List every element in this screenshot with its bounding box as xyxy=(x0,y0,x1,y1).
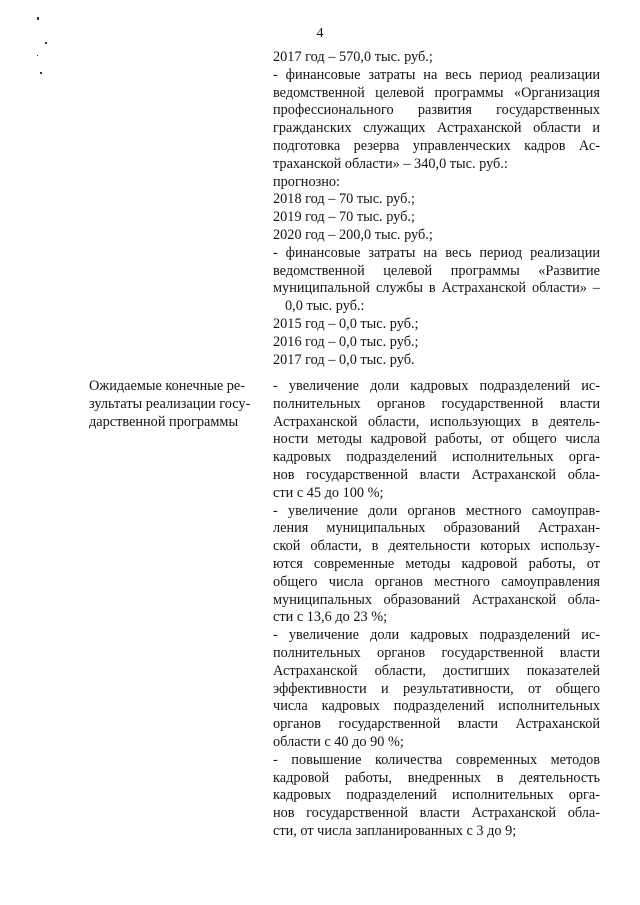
scan-speck xyxy=(37,55,38,56)
results-line: - увеличение доли органов местного самоуправ- xyxy=(273,502,600,519)
results-line: - повышение количества современных методов xyxy=(273,751,600,768)
financing-line: - финансовые затраты на весь период реализации xyxy=(273,66,600,83)
results-line: числа кадровых подразделений исполнительных xyxy=(273,698,600,715)
financing-line: профессионального развития государственных xyxy=(273,102,600,119)
results-line: кадровой работы, внедренных в деятельность xyxy=(273,769,600,786)
financing-line: траханской области» – 340,0 тыс. руб.: xyxy=(273,155,508,172)
financing-line: гражданских служащих Астраханской области и xyxy=(273,120,600,137)
results-line: Астраханской области, достигших показателей xyxy=(273,662,600,679)
results-line: нов государственной власти Астраханской обла- xyxy=(273,466,600,483)
page-number: 4 xyxy=(316,26,324,41)
results-line: сти, от числа запланированных с 3 до 9; xyxy=(273,822,517,839)
financing-line: муниципальной службы в Астраханской области» – xyxy=(273,280,600,297)
results-line: органов государственной власти Астраханской xyxy=(273,716,600,733)
results-line: полнительных органов государственной власти xyxy=(273,644,600,661)
scan-speck xyxy=(45,42,47,44)
results-line: области с 40 до 90 %; xyxy=(273,733,404,750)
financing-line: - финансовые затраты на весь период реализации xyxy=(273,244,600,261)
results-line: сти с 13,6 до 23 %; xyxy=(273,609,388,626)
results-line: ности методы кадровой работы, от общего числа xyxy=(273,431,600,448)
results-line: ской области, в деятельности которых использу- xyxy=(273,538,600,555)
results-line: нов государственной власти Астраханской обла- xyxy=(273,805,600,822)
financing-line: 2017 год – 0,0 тыс. руб. xyxy=(273,351,415,368)
scan-speck xyxy=(37,17,39,20)
financing-line: прогнозно: xyxy=(273,173,341,190)
results-line: эффективности и результативности, от общего xyxy=(273,680,600,697)
results-label xyxy=(89,378,261,431)
scan-speck xyxy=(40,72,42,74)
results-line: - увеличение доли кадровых подразделений ис- xyxy=(273,378,600,394)
results-line: сти с 45 до 100 %; xyxy=(273,484,384,501)
financing-line: 0,0 тыс. руб.: xyxy=(285,298,365,315)
results-line: муниципальных образований Астраханской обла- xyxy=(273,591,600,608)
financing-line: 2015 год – 0,0 тыс. руб.; xyxy=(273,315,419,332)
financing-line: 2020 год – 200,0 тыс. руб.; xyxy=(273,226,433,243)
results-label-line: Ожидаемые конечные ре- xyxy=(89,378,246,394)
results-label-line: дарственной программы xyxy=(89,413,239,430)
results-line: кадровых подразделений исполнительных орга- xyxy=(273,787,600,804)
results-label-line: зультаты реализации госу- xyxy=(89,395,251,412)
results-line: - увеличение доли кадровых подразделений ис- xyxy=(273,627,600,644)
financing-line: 2017 год – 570,0 тыс. руб.; xyxy=(273,49,433,65)
results-line: полнительных органов государственной власти xyxy=(273,395,600,412)
financing-line: ведомственной целевой программы «Организация xyxy=(273,84,600,101)
financing-line: подготовка резерва управленческих кадров Ас- xyxy=(273,137,600,154)
financing-block xyxy=(273,49,600,369)
results-line: кадровых подразделений исполнительных орга- xyxy=(273,449,600,466)
financing-line: 2018 год – 70 тыс. руб.; xyxy=(273,191,415,208)
results-line: общего числа органов местного самоуправления xyxy=(273,573,600,590)
financing-line: ведомственной целевой программы «Развитие xyxy=(273,262,600,279)
financing-line: 2016 год – 0,0 тыс. руб.; xyxy=(273,333,419,350)
results-line: Астраханской области, использующих в деятель- xyxy=(273,413,600,430)
results-block xyxy=(273,378,600,841)
results-line: ются современные методы кадровой работы, от xyxy=(273,555,600,572)
financing-line: 2019 год – 70 тыс. руб.; xyxy=(273,209,415,226)
results-line: ления муниципальных образований Астрахан- xyxy=(273,520,600,537)
